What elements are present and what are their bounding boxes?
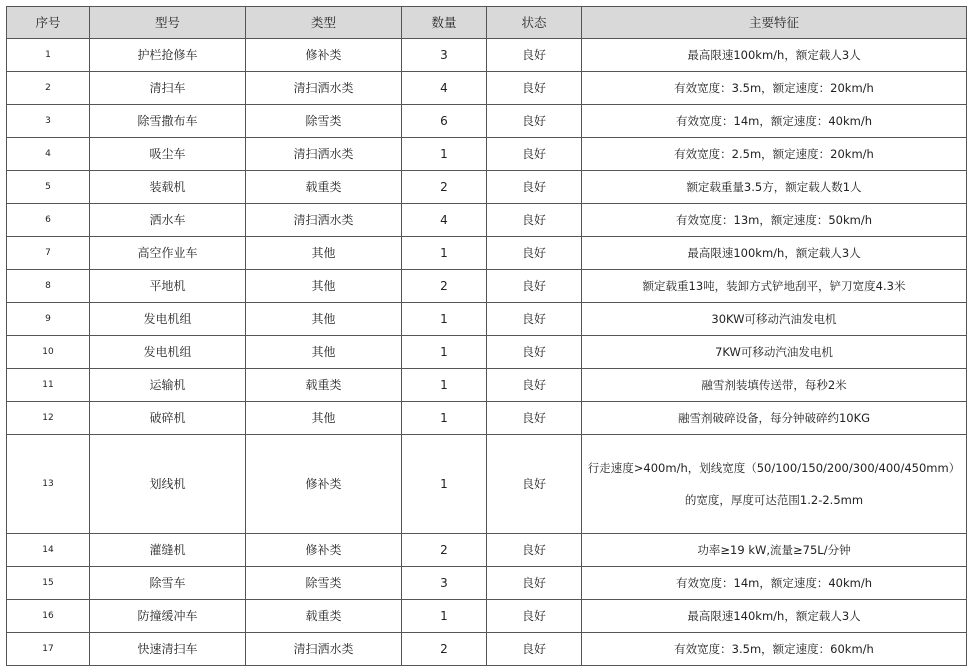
cell-type: 其他 xyxy=(246,237,402,270)
table-row xyxy=(7,336,967,369)
cell-qty: 2 xyxy=(402,534,487,567)
cell-qty: 1 xyxy=(402,138,487,171)
cell-model: 高空作业车 xyxy=(90,237,246,270)
cell-type: 修补类 xyxy=(246,435,402,534)
cell-status: 良好 xyxy=(487,303,582,336)
cell-feature: 融雪剂破碎设备，每分钟破碎约10KG xyxy=(582,402,967,435)
cell-type: 其他 xyxy=(246,270,402,303)
cell-status: 良好 xyxy=(487,567,582,600)
cell-model: 清扫车 xyxy=(90,72,246,105)
cell-status: 良好 xyxy=(487,105,582,138)
cell-no: 13 xyxy=(7,435,90,534)
cell-model: 灌缝机 xyxy=(90,534,246,567)
header-feature: 主要特征 xyxy=(582,7,967,39)
cell-type: 除雪类 xyxy=(246,105,402,138)
header-status: 状态 xyxy=(487,7,582,39)
cell-type: 载重类 xyxy=(246,600,402,633)
cell-qty: 4 xyxy=(402,72,487,105)
cell-model: 破碎机 xyxy=(90,402,246,435)
table-row xyxy=(7,72,967,105)
cell-model: 除雪撒布车 xyxy=(90,105,246,138)
cell-model: 除雪车 xyxy=(90,567,246,600)
cell-model: 吸尘车 xyxy=(90,138,246,171)
cell-status: 良好 xyxy=(487,435,582,534)
table-row xyxy=(7,534,967,567)
table-row xyxy=(7,138,967,171)
cell-type: 修补类 xyxy=(246,39,402,72)
cell-model: 护栏抢修车 xyxy=(90,39,246,72)
cell-feature: 有效宽度：3.5m，额定速度：20km/h xyxy=(582,72,967,105)
cell-status: 良好 xyxy=(487,72,582,105)
cell-feature: 最高限速140km/h，额定载人3人 xyxy=(582,600,967,633)
table-row xyxy=(7,303,967,336)
cell-type: 其他 xyxy=(246,402,402,435)
cell-no: 12 xyxy=(7,402,90,435)
cell-qty: 6 xyxy=(402,105,487,138)
cell-status: 良好 xyxy=(487,369,582,402)
cell-status: 良好 xyxy=(487,204,582,237)
cell-no: 15 xyxy=(7,567,90,600)
table-row xyxy=(7,171,967,204)
cell-status: 良好 xyxy=(487,534,582,567)
cell-model: 运输机 xyxy=(90,369,246,402)
cell-type: 除雪类 xyxy=(246,567,402,600)
cell-status: 良好 xyxy=(487,633,582,666)
cell-qty: 4 xyxy=(402,204,487,237)
cell-feature: 额定载重13吨，装卸方式铲地刮平，铲刀宽度4.3米 xyxy=(582,270,967,303)
table-row xyxy=(7,39,967,72)
cell-status: 良好 xyxy=(487,171,582,204)
table-row xyxy=(7,237,967,270)
cell-feature: 功率≥19 kW,流量≥75L/分钟 xyxy=(582,534,967,567)
cell-qty: 1 xyxy=(402,237,487,270)
cell-feature: 7KW可移动汽油发电机 xyxy=(582,336,967,369)
cell-status: 良好 xyxy=(487,336,582,369)
header-qty: 数量 xyxy=(402,7,487,39)
table-row xyxy=(7,402,967,435)
cell-feature: 有效宽度：14m，额定速度：40km/h xyxy=(582,567,967,600)
cell-no: 3 xyxy=(7,105,90,138)
cell-qty: 1 xyxy=(402,303,487,336)
cell-feature: 额定载重量3.5方，额定载人数1人 xyxy=(582,171,967,204)
cell-no: 7 xyxy=(7,237,90,270)
cell-feature: 有效宽度：13m，额定速度：50km/h xyxy=(582,204,967,237)
cell-no: 6 xyxy=(7,204,90,237)
cell-no: 11 xyxy=(7,369,90,402)
cell-model: 发电机组 xyxy=(90,303,246,336)
cell-qty: 1 xyxy=(402,336,487,369)
cell-feature: 有效宽度：14m，额定速度：40km/h xyxy=(582,105,967,138)
cell-no: 2 xyxy=(7,72,90,105)
table-row xyxy=(7,204,967,237)
equipment-table xyxy=(6,6,967,666)
cell-model: 划线机 xyxy=(90,435,246,534)
header-row xyxy=(7,7,967,39)
table-row xyxy=(7,105,967,138)
cell-no: 10 xyxy=(7,336,90,369)
cell-status: 良好 xyxy=(487,138,582,171)
cell-no: 5 xyxy=(7,171,90,204)
cell-no: 4 xyxy=(7,138,90,171)
cell-no: 9 xyxy=(7,303,90,336)
cell-type: 载重类 xyxy=(246,171,402,204)
cell-qty: 3 xyxy=(402,567,487,600)
cell-type: 清扫洒水类 xyxy=(246,72,402,105)
cell-model: 洒水车 xyxy=(90,204,246,237)
cell-feature: 最高限速100km/h，额定载人3人 xyxy=(582,237,967,270)
table-row xyxy=(7,567,967,600)
cell-qty: 2 xyxy=(402,171,487,204)
cell-model: 平地机 xyxy=(90,270,246,303)
table-row xyxy=(7,435,967,534)
cell-type: 载重类 xyxy=(246,369,402,402)
cell-model: 装载机 xyxy=(90,171,246,204)
cell-no: 1 xyxy=(7,39,90,72)
header-model: 型号 xyxy=(90,7,246,39)
cell-status: 良好 xyxy=(487,600,582,633)
cell-qty: 1 xyxy=(402,435,487,534)
cell-type: 清扫洒水类 xyxy=(246,633,402,666)
cell-feature: 有效宽度：2.5m，额定速度：20km/h xyxy=(582,138,967,171)
cell-status: 良好 xyxy=(487,402,582,435)
cell-status: 良好 xyxy=(487,237,582,270)
cell-qty: 2 xyxy=(402,633,487,666)
cell-status: 良好 xyxy=(487,270,582,303)
cell-no: 17 xyxy=(7,633,90,666)
cell-model: 发电机组 xyxy=(90,336,246,369)
cell-feature: 融雪剂装填传送带，每秒2米 xyxy=(582,369,967,402)
cell-type: 其他 xyxy=(246,303,402,336)
cell-feature: 有效宽度：3.5m，额定速度：60km/h xyxy=(582,633,967,666)
cell-type: 其他 xyxy=(246,336,402,369)
cell-no: 16 xyxy=(7,600,90,633)
cell-no: 8 xyxy=(7,270,90,303)
cell-feature: 30KW可移动汽油发电机 xyxy=(582,303,967,336)
cell-qty: 1 xyxy=(402,402,487,435)
cell-feature: 最高限速100km/h，额定载人3人 xyxy=(582,39,967,72)
cell-type: 清扫洒水类 xyxy=(246,204,402,237)
cell-model: 防撞缓冲车 xyxy=(90,600,246,633)
header-type: 类型 xyxy=(246,7,402,39)
table-row xyxy=(7,270,967,303)
table-row xyxy=(7,633,967,666)
cell-feature: 行走速度>400m/h，划线宽度（50/100/150/200/300/400/450mm）的宽度，厚度可达范围1.2-2.5mm xyxy=(582,435,967,534)
cell-qty: 2 xyxy=(402,270,487,303)
cell-qty: 1 xyxy=(402,600,487,633)
table-row xyxy=(7,600,967,633)
cell-model: 快速清扫车 xyxy=(90,633,246,666)
cell-type: 修补类 xyxy=(246,534,402,567)
table-row xyxy=(7,369,967,402)
cell-status: 良好 xyxy=(487,39,582,72)
header-no: 序号 xyxy=(7,7,90,39)
cell-qty: 1 xyxy=(402,369,487,402)
cell-qty: 3 xyxy=(402,39,487,72)
cell-no: 14 xyxy=(7,534,90,567)
cell-type: 清扫洒水类 xyxy=(246,138,402,171)
